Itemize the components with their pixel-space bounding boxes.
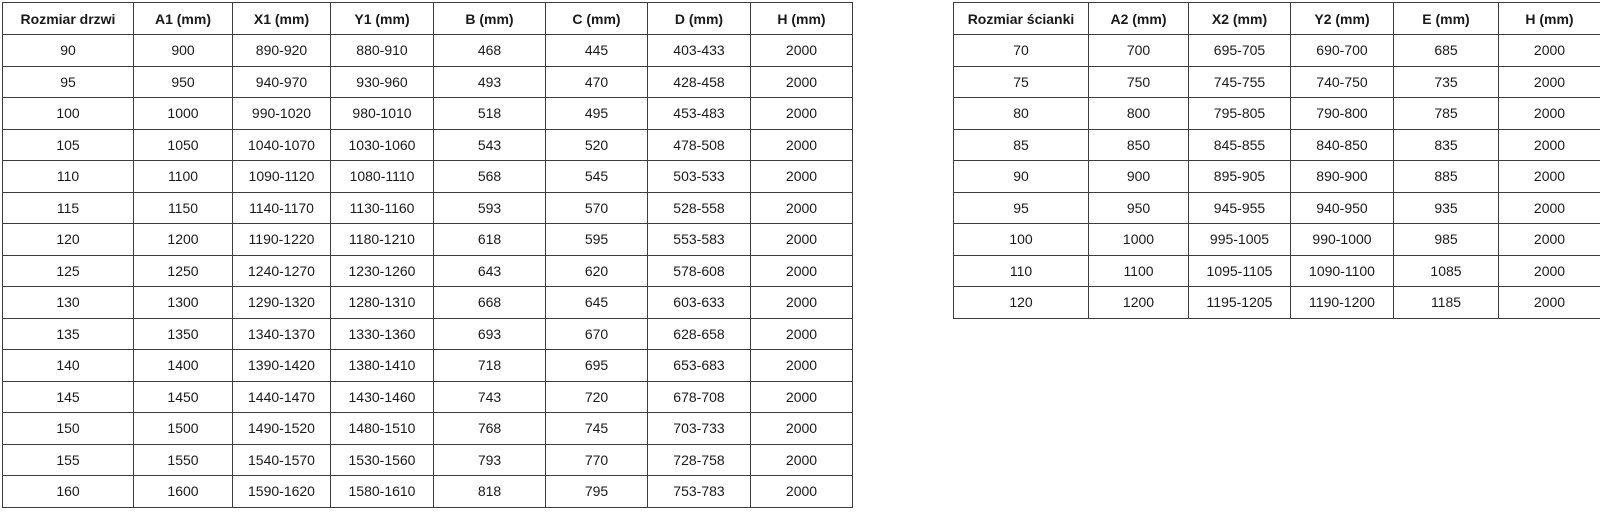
cell: 1200 — [134, 224, 233, 256]
cell: 1190-1200 — [1291, 287, 1394, 319]
table-row — [3, 35, 853, 67]
cell: 1490-1520 — [233, 413, 331, 445]
cell: 678-708 — [648, 381, 751, 413]
cell: 653-683 — [648, 350, 751, 382]
cell: 2000 — [751, 476, 853, 508]
table-row — [954, 255, 1600, 287]
cell: 80 — [954, 98, 1089, 130]
table-row — [954, 224, 1600, 256]
cell: 145 — [3, 381, 134, 413]
cell: 1130-1160 — [331, 192, 434, 224]
cell: 428-458 — [648, 66, 751, 98]
table-row — [3, 98, 853, 130]
cell: 990-1000 — [1291, 224, 1394, 256]
cell: 140 — [3, 350, 134, 382]
cell: 645 — [546, 287, 648, 319]
cell: 895-905 — [1189, 161, 1291, 193]
cell: 1580-1610 — [331, 476, 434, 508]
cell: 478-508 — [648, 129, 751, 161]
cell: 695 — [546, 350, 648, 382]
cell: 1550 — [134, 444, 233, 476]
header-cell: A2 (mm) — [1089, 3, 1189, 35]
cell: 1390-1420 — [233, 350, 331, 382]
cell: 890-900 — [1291, 161, 1394, 193]
header-cell: B (mm) — [434, 3, 546, 35]
door-size-table — [2, 2, 853, 508]
cell: 1400 — [134, 350, 233, 382]
cell: 1440-1470 — [233, 381, 331, 413]
cell: 495 — [546, 98, 648, 130]
cell: 1050 — [134, 129, 233, 161]
table-row — [3, 287, 853, 319]
cell: 2000 — [751, 35, 853, 67]
cell: 95 — [954, 192, 1089, 224]
header-cell: Rozmiar ścianki — [954, 3, 1089, 35]
table-row — [3, 476, 853, 508]
table-row — [3, 444, 853, 476]
cell: 1030-1060 — [331, 129, 434, 161]
cell: 668 — [434, 287, 546, 319]
cell: 95 — [3, 66, 134, 98]
cell: 2000 — [1499, 98, 1600, 130]
table-row — [954, 129, 1600, 161]
cell: 2000 — [751, 224, 853, 256]
cell: 980-1010 — [331, 98, 434, 130]
wall-table-body — [954, 35, 1600, 319]
cell: 100 — [954, 224, 1089, 256]
cell: 695-705 — [1189, 35, 1291, 67]
cell: 570 — [546, 192, 648, 224]
wall-table-header-row — [954, 3, 1600, 35]
cell: 1590-1620 — [233, 476, 331, 508]
cell: 503-533 — [648, 161, 751, 193]
cell: 518 — [434, 98, 546, 130]
cell: 2000 — [751, 161, 853, 193]
cell: 2000 — [1499, 255, 1600, 287]
cell: 2000 — [751, 444, 853, 476]
header-cell: H (mm) — [751, 3, 853, 35]
header-cell: E (mm) — [1394, 3, 1499, 35]
cell: 1000 — [1089, 224, 1189, 256]
cell: 493 — [434, 66, 546, 98]
cell: 2000 — [1499, 66, 1600, 98]
cell: 818 — [434, 476, 546, 508]
header-cell: Rozmiar drzwi — [3, 3, 134, 35]
table-row — [3, 161, 853, 193]
cell: 553-583 — [648, 224, 751, 256]
cell: 100 — [3, 98, 134, 130]
cell: 1500 — [134, 413, 233, 445]
cell: 2000 — [751, 129, 853, 161]
header-cell: X1 (mm) — [233, 3, 331, 35]
cell: 1530-1560 — [331, 444, 434, 476]
cell: 2000 — [1499, 161, 1600, 193]
cell: 840-850 — [1291, 129, 1394, 161]
table-row — [954, 98, 1600, 130]
cell: 770 — [546, 444, 648, 476]
wall-size-table — [953, 2, 1600, 319]
cell: 1480-1510 — [331, 413, 434, 445]
cell: 160 — [3, 476, 134, 508]
cell: 2000 — [751, 98, 853, 130]
cell: 1100 — [134, 161, 233, 193]
cell: 768 — [434, 413, 546, 445]
header-cell: A1 (mm) — [134, 3, 233, 35]
cell: 1100 — [1089, 255, 1189, 287]
header-cell: H (mm) — [1499, 3, 1600, 35]
table-row — [954, 66, 1600, 98]
cell: 1190-1220 — [233, 224, 331, 256]
cell: 745 — [546, 413, 648, 445]
cell: 603-633 — [648, 287, 751, 319]
cell: 900 — [134, 35, 233, 67]
cell: 693 — [434, 318, 546, 350]
cell: 790-800 — [1291, 98, 1394, 130]
cell: 945-955 — [1189, 192, 1291, 224]
cell: 628-658 — [648, 318, 751, 350]
cell: 1180-1210 — [331, 224, 434, 256]
cell: 793 — [434, 444, 546, 476]
cell: 1185 — [1394, 287, 1499, 319]
cell: 950 — [134, 66, 233, 98]
cell: 1350 — [134, 318, 233, 350]
cell: 593 — [434, 192, 546, 224]
cell: 850 — [1089, 129, 1189, 161]
header-cell: D (mm) — [648, 3, 751, 35]
cell: 120 — [954, 287, 1089, 319]
cell: 690-700 — [1291, 35, 1394, 67]
cell: 120 — [3, 224, 134, 256]
cell: 940-950 — [1291, 192, 1394, 224]
cell: 2000 — [1499, 192, 1600, 224]
cell: 445 — [546, 35, 648, 67]
cell: 595 — [546, 224, 648, 256]
cell: 543 — [434, 129, 546, 161]
cell: 890-920 — [233, 35, 331, 67]
cell: 1040-1070 — [233, 129, 331, 161]
table-row — [954, 35, 1600, 67]
cell: 1240-1270 — [233, 255, 331, 287]
cell: 2000 — [751, 287, 853, 319]
cell: 935 — [1394, 192, 1499, 224]
cell: 545 — [546, 161, 648, 193]
cell: 835 — [1394, 129, 1499, 161]
cell: 1080-1110 — [331, 161, 434, 193]
cell: 785 — [1394, 98, 1499, 130]
table-row — [3, 224, 853, 256]
cell: 1090-1100 — [1291, 255, 1394, 287]
cell: 700 — [1089, 35, 1189, 67]
table-row — [3, 66, 853, 98]
cell: 2000 — [751, 192, 853, 224]
cell: 2000 — [1499, 129, 1600, 161]
header-cell: Y2 (mm) — [1291, 3, 1394, 35]
cell: 1600 — [134, 476, 233, 508]
table-row — [3, 129, 853, 161]
cell: 1300 — [134, 287, 233, 319]
cell: 930-960 — [331, 66, 434, 98]
cell: 2000 — [751, 350, 853, 382]
table-row — [954, 192, 1600, 224]
cell: 703-733 — [648, 413, 751, 445]
cell: 2000 — [1499, 224, 1600, 256]
cell: 528-558 — [648, 192, 751, 224]
cell: 85 — [954, 129, 1089, 161]
cell: 990-1020 — [233, 98, 331, 130]
cell: 885 — [1394, 161, 1499, 193]
table-row — [3, 318, 853, 350]
cell: 795 — [546, 476, 648, 508]
cell: 75 — [954, 66, 1089, 98]
cell: 125 — [3, 255, 134, 287]
cell: 470 — [546, 66, 648, 98]
table-row — [954, 161, 1600, 193]
cell: 1230-1260 — [331, 255, 434, 287]
table-row — [3, 350, 853, 382]
cell: 670 — [546, 318, 648, 350]
cell: 718 — [434, 350, 546, 382]
cell: 845-855 — [1189, 129, 1291, 161]
cell: 2000 — [751, 318, 853, 350]
cell: 70 — [954, 35, 1089, 67]
cell: 1095-1105 — [1189, 255, 1291, 287]
cell: 115 — [3, 192, 134, 224]
cell: 2000 — [751, 66, 853, 98]
header-cell: Y1 (mm) — [331, 3, 434, 35]
cell: 745-755 — [1189, 66, 1291, 98]
cell: 1380-1410 — [331, 350, 434, 382]
cell: 950 — [1089, 192, 1189, 224]
cell: 453-483 — [648, 98, 751, 130]
cell: 900 — [1089, 161, 1189, 193]
table-row — [3, 413, 853, 445]
cell: 130 — [3, 287, 134, 319]
cell: 985 — [1394, 224, 1499, 256]
cell: 743 — [434, 381, 546, 413]
cell: 2000 — [751, 381, 853, 413]
cell: 578-608 — [648, 255, 751, 287]
cell: 1330-1360 — [331, 318, 434, 350]
cell: 2000 — [751, 255, 853, 287]
cell: 2000 — [1499, 35, 1600, 67]
cell: 403-433 — [648, 35, 751, 67]
cell: 750 — [1089, 66, 1189, 98]
cell: 2000 — [751, 413, 853, 445]
door-table-header-row — [3, 3, 853, 35]
cell: 1540-1570 — [233, 444, 331, 476]
cell: 995-1005 — [1189, 224, 1291, 256]
cell: 800 — [1089, 98, 1189, 130]
cell: 90 — [3, 35, 134, 67]
cell: 1280-1310 — [331, 287, 434, 319]
cell: 1290-1320 — [233, 287, 331, 319]
cell: 1250 — [134, 255, 233, 287]
cell: 150 — [3, 413, 134, 445]
cell: 468 — [434, 35, 546, 67]
table-row — [3, 381, 853, 413]
door-table-body — [3, 35, 853, 508]
cell: 643 — [434, 255, 546, 287]
cell: 135 — [3, 318, 134, 350]
cell: 1340-1370 — [233, 318, 331, 350]
cell: 1000 — [134, 98, 233, 130]
cell: 735 — [1394, 66, 1499, 98]
cell: 520 — [546, 129, 648, 161]
cell: 1195-1205 — [1189, 287, 1291, 319]
cell: 110 — [3, 161, 134, 193]
cell: 1200 — [1089, 287, 1189, 319]
cell: 618 — [434, 224, 546, 256]
cell: 568 — [434, 161, 546, 193]
cell: 720 — [546, 381, 648, 413]
table-row — [954, 287, 1600, 319]
cell: 620 — [546, 255, 648, 287]
cell: 795-805 — [1189, 98, 1291, 130]
cell: 155 — [3, 444, 134, 476]
cell: 1430-1460 — [331, 381, 434, 413]
table-row — [3, 192, 853, 224]
cell: 940-970 — [233, 66, 331, 98]
cell: 110 — [954, 255, 1089, 287]
header-cell: C (mm) — [546, 3, 648, 35]
table-row — [3, 255, 853, 287]
cell: 1150 — [134, 192, 233, 224]
cell: 1140-1170 — [233, 192, 331, 224]
cell: 90 — [954, 161, 1089, 193]
cell: 2000 — [1499, 287, 1600, 319]
cell: 753-783 — [648, 476, 751, 508]
cell: 685 — [1394, 35, 1499, 67]
cell: 1450 — [134, 381, 233, 413]
cell: 1085 — [1394, 255, 1499, 287]
cell: 105 — [3, 129, 134, 161]
cell: 728-758 — [648, 444, 751, 476]
cell: 880-910 — [331, 35, 434, 67]
cell: 740-750 — [1291, 66, 1394, 98]
cell: 1090-1120 — [233, 161, 331, 193]
header-cell: X2 (mm) — [1189, 3, 1291, 35]
